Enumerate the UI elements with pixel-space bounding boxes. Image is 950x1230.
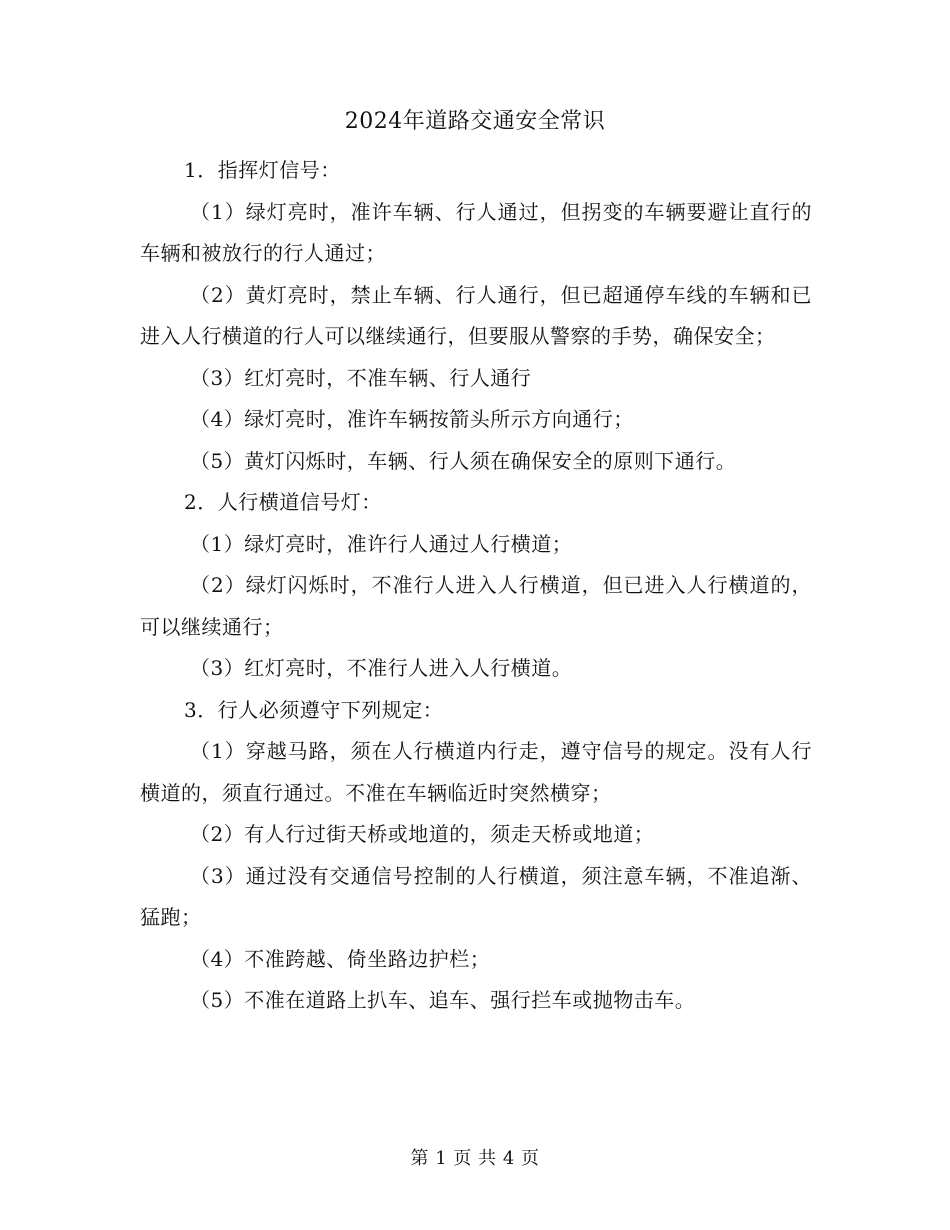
list-item: （3）红灯亮时，不准车辆、行人通行	[190, 365, 532, 390]
list-item: （2）有人行过街天桥或地道的，须走天桥或地道；	[190, 822, 655, 846]
page-footer: 第 1 页 共 4 页	[410, 1148, 540, 1169]
list-item: （2）黄灯亮时，禁止车辆、行人通行，但已超通停车线的车辆和已进入人行横道的行人可以继续通行，但要服从警察的手势，确保安全；	[140, 282, 812, 348]
list-item: （4）不准跨越、倚坐路边护栏；	[190, 946, 491, 971]
document-body	[140, 150, 812, 1022]
section-heading: 3．行人必须遵守下列规定：	[184, 697, 444, 722]
list-item: （5）不准在道路上扒车、追车、强行拦车或抛物击车。	[190, 988, 696, 1012]
list-item: （5）黄灯闪烁时，车辆、行人须在确保安全的原则下通行。	[190, 448, 737, 473]
document-title: 2024年道路交通安全常识	[344, 109, 606, 134]
list-item: （1）穿越马路，须在人行横道内行走，遵守信号的规定。没有人行横道的，须直行通过。不准在车辆临近时突然横穿；	[140, 739, 812, 805]
list-item: （3）红灯亮时，不准行人进入人行横道。	[190, 656, 573, 680]
section-heading: 1．指挥灯信号：	[184, 158, 341, 182]
list-item: （4）绿灯亮时，准许车辆按箭头所示方向通行；	[190, 407, 634, 431]
section-heading: 2．人行横道信号灯：	[184, 490, 382, 514]
list-item: （2）绿灯闪烁时，不准行人进入人行横道，但已进入人行横道的，可以继续通行；	[140, 573, 812, 639]
list-item: （3）通过没有交通信号控制的人行横道，须注意车辆，不准追渐、猛跑；	[140, 863, 812, 929]
list-item: （1）绿灯亮时，准许行人通过人行横道；	[190, 531, 573, 556]
list-item: （1）绿灯亮时，准许车辆、行人通过，但拐变的车辆要避让直行的车辆和被放行的行人通过；	[140, 199, 812, 265]
